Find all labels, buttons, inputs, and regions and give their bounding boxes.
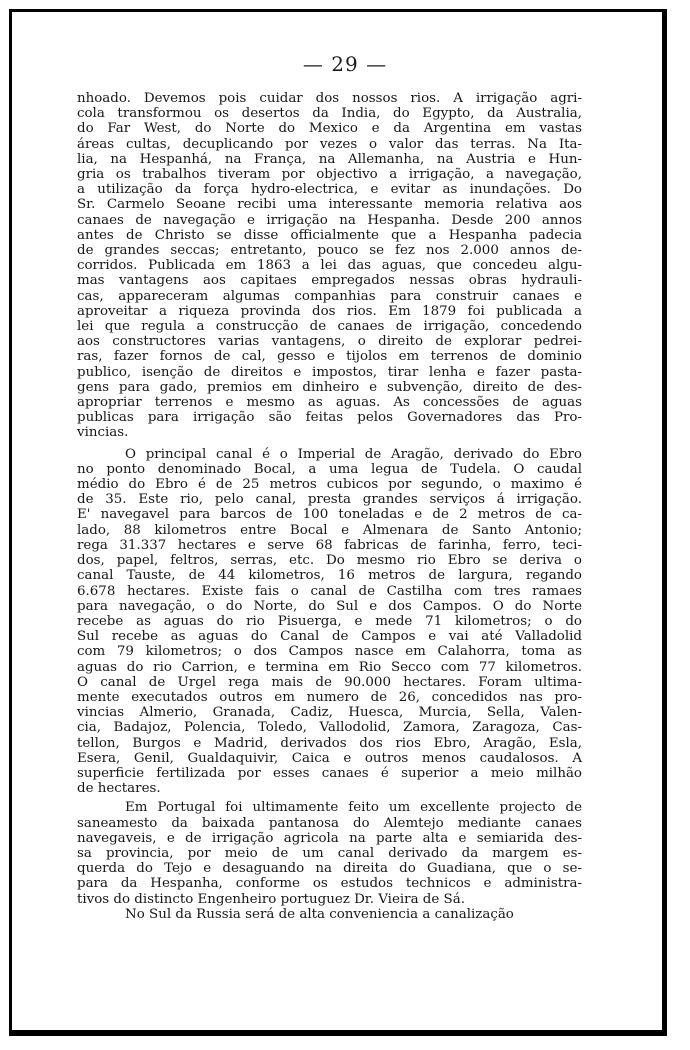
text-line: recebe as aguas do rio Pisuerga, e mede 71 kilometros; o do: [77, 613, 582, 629]
text-line: mente executados outros em numero de 26, concedidos nas pro-: [77, 689, 582, 705]
text-line: a utilização da força hydro-electrica, e evitar as inundações. Do: [77, 182, 582, 198]
text-line: médio do Ebro é de 25 metros cubicos por segundo, o maximo é: [77, 477, 582, 493]
text-line: O principal canal é o Imperial de Aragão, derivado do Ebro: [125, 446, 582, 462]
text-line: publicas para irrigação são feitas pelos Governadores das Pro-: [77, 410, 582, 426]
paragraph-p1: [77, 91, 582, 441]
text-line: ras, fazer fornos de cal, gesso e tijolos em terrenos de dominio: [77, 349, 582, 365]
text-line: cia, Badajoz, Polencia, Toledo, Vallodolid, Zamora, Zaragoza, Cas-: [77, 720, 582, 736]
text-line: canaes de navegação e irrigação na Hespanha. Desde 200 annos: [77, 212, 582, 228]
text-line: para da Hespanha, conforme os estudos technicos e administra-: [77, 876, 582, 892]
text-line: E' navegavel para barcos de 100 toneladas e de 2 metros de ca-: [77, 507, 582, 523]
text-line: no ponto denominado Bocal, a uma legua de Tudela. O caudal: [77, 461, 582, 477]
text-line: aproveitar a riqueza provinda dos rios. Em 1879 foi publicada a: [77, 303, 582, 319]
text-line: lado, 88 kilometros entre Bocal e Almenara de Santo Antonio;: [77, 522, 582, 538]
text-line: apropriar terrenos e mesmo as aguas. As concessões de aguas: [77, 395, 582, 411]
text-line: navegaveis, e de irrigação agricola na parte alta e semiarida des-: [77, 830, 582, 846]
paragraph-p2: [77, 447, 582, 797]
text-line: tellon, Burgos e Madrid, derivados dos rios Ebro, Aragão, Esla,: [77, 735, 582, 751]
text-line: canal Tauste, de 44 kilometros, 16 metros de largura, regando: [77, 568, 582, 584]
text-line: antes de Christo se disse officialmente que a Hespanha padecia: [77, 227, 582, 243]
text-line: cas, appareceram algumas companhias para construir canaes e: [77, 288, 582, 304]
paragraph-p3: [77, 800, 582, 906]
text-line: No Sul da Russia será de alta conveniencia a canalização: [125, 906, 514, 922]
text-line: de 35. Este rio, pelo canal, presta grandes serviços á irrigação.: [77, 492, 582, 508]
text-line: sa provincia, por meio de um canal derivado da margem es-: [77, 845, 582, 861]
text-line: saneamesto da baixada pantanosa do Alemtejo mediante canaes: [77, 815, 582, 831]
text-line: Em Portugal foi ultimamente feito um excellente projecto de: [125, 800, 582, 816]
text-line: corridos. Publicada em 1863 a lei das aguas, que concedeu algu-: [77, 258, 582, 274]
page-number: — 29 —: [302, 52, 388, 76]
text-line: mas vantagens aos capitaes empregados nessas obras hydrauli-: [77, 273, 582, 289]
text-line: Sul recebe as aguas do Canal de Campos e vai até Valladolid: [77, 629, 582, 645]
text-line: gens para gado, premios em dinheiro e subvenção, direito de des-: [77, 379, 582, 395]
text-line: cola transformou os desertos da India, do Egypto, da Australia,: [77, 106, 582, 122]
text-line: do Far West, do Norte do Mexico e da Argentina em vastas: [77, 121, 582, 137]
text-line: publico, isenção de direitos e impostos, tirar lenha e fazer pasta-: [77, 364, 582, 380]
text-line: superficie fertilizada por esses canaes é superior a meio milhão: [77, 765, 582, 781]
text-line: com 79 kilometros; o dos Campos nasce em Calahorra, toma as: [77, 644, 582, 660]
text-line: 6.678 hectares. Existe fais o canal de Castilha com tres ramaes: [77, 583, 582, 599]
text-line: nhoado. Devemos pois cuidar dos nossos rios. A irrigação agri-: [77, 91, 582, 106]
text-line: vincias Almerio, Granada, Cadiz, Huesca, Murcia, Sella, Valen-: [77, 705, 582, 721]
text-line: rega 31.337 hectares e serve 68 fabricas de farinha, ferro, teci-: [77, 537, 582, 553]
paragraph-p4: [77, 907, 582, 922]
text-line: querda do Tejo e desaguando na direita do Guadiana, que o se-: [77, 861, 582, 877]
text-line: Sr. Carmelo Seoane recibi uma interessante memoria relativa aos: [77, 197, 582, 213]
text-line: tivos do distincto Engenheiro portuguez Dr. Vieira de Sá.: [77, 891, 465, 907]
text-line: dos, papel, feltros, serras, etc. Do mesmo rio Ebro se deriva o: [77, 553, 582, 569]
text-line: Esera, Genil, Gualdaquivir, Caica e outros menos caudalosos. A: [77, 750, 582, 766]
text-line: lia, na Hespanhá, na França, na Allemanha, na Austria e Hun-: [77, 151, 582, 167]
text-line: aos constructores varias vantagens, o direito de explorar pedrei-: [77, 334, 582, 350]
body-text: [77, 91, 582, 922]
text-line: gria os trabalhos tiveram por objectivo a irrigação, a navegação,: [77, 167, 582, 183]
text-line: lei que regula a construcção de canaes de irrigação, concedendo: [77, 319, 582, 335]
text-line: de hectares.: [77, 781, 161, 797]
text-line: aguas do rio Carrion, e termina em Rio Secco com 77 kilometros.: [77, 659, 582, 675]
text-line: áreas cultas, decuplicando por vezes o valor das terras. Na Ita-: [77, 136, 582, 152]
text-line: vincias.: [77, 425, 129, 441]
text-line: para navegação, o do Norte, do Sul e dos Campos. O do Norte: [77, 598, 582, 614]
text-line: de grandes seccas; entretanto, pouco se fez nos 2.000 annos de-: [77, 243, 582, 259]
text-line: O canal de Urgel rega mais de 90.000 hectares. Foram ultima-: [77, 674, 582, 690]
